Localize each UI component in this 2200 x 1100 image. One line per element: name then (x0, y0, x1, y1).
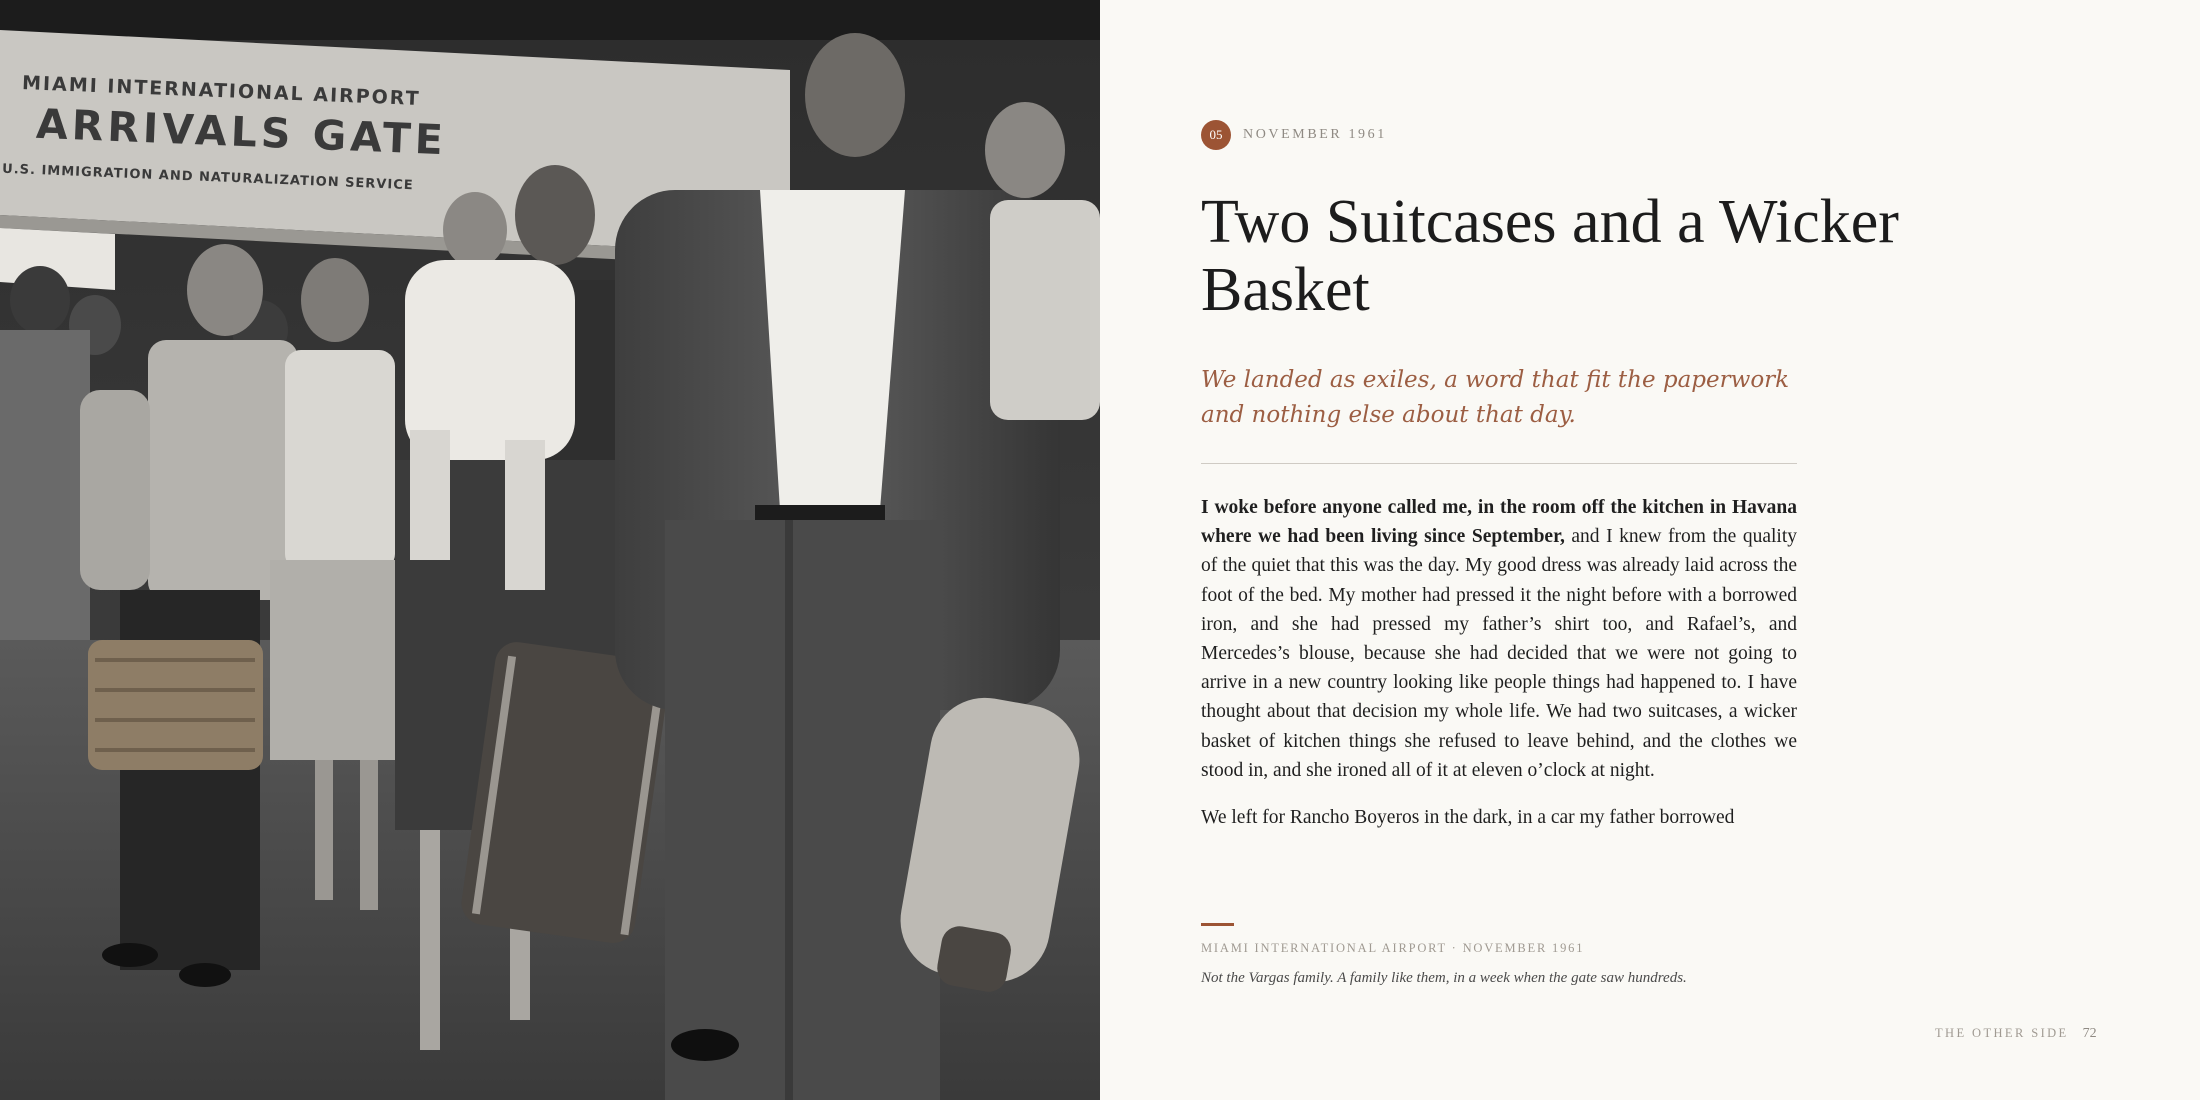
body-paragraph-2: We left for Rancho Boyeros in the dark, in a car my father borrowed (1201, 807, 1735, 829)
body-text (1201, 493, 1797, 832)
divider-rule (1201, 463, 1797, 464)
chapter-meta (1201, 120, 1387, 150)
paragraph-1-text: and I knew from the quality of the quiet that this was the day. My good dress was already laid across the foot of the bed. My mother had pressed it the night before with a borrowed iron, and she had pressed my father’s shirt too, and Rafael’s, and Mercedes’s blouse, because she had decided that we were not going to arrive in a new country looking like people things had happened to. I have thought about that decision my whole life. We had two suitcases, a wicker basket of kitchen things she refused to leave behind, and the clothes we stood in, and she ironed all of it at eleven o’clock at night. (1201, 526, 1797, 781)
chapter-lede: We landed as exiles, a word that fit the paperwork and nothing else about that day. (1201, 367, 1790, 428)
photo-caption: Not the Vargas family. A family like them, in a week when the gate saw hundreds. (1201, 970, 1687, 986)
chapter-title: Two Suitcases and a Wicker Basket (1201, 188, 1899, 324)
sign-airport-name: MIAMI INTERNATIONAL AIRPORT (21, 72, 421, 110)
running-footer-title: THE OTHER SIDE (1935, 1026, 2069, 1040)
sign-arrivals-gate: ARRIVALS GATE (35, 99, 448, 165)
chapter-number-badge: 05 (1201, 120, 1231, 150)
caption-accent-line (1201, 923, 1234, 926)
photo-caption-kicker: MIAMI INTERNATIONAL AIRPORT · NOVEMBER 1961 (1201, 941, 1585, 955)
folio (1935, 1024, 2097, 1042)
text-page (1100, 0, 2200, 1100)
chapter-date: NOVEMBER 1961 (1243, 127, 1387, 142)
body-paragraph-1 (1201, 493, 1797, 785)
page-number: 72 (2082, 1026, 2097, 1041)
paragraph-lead-in: I woke before anyone called me, in the room off the kitchen in Havana where we had been living since September, (1201, 497, 1797, 548)
sign-immigration-service: U.S. IMMIGRATION AND NATURALIZATION SERVICE (1, 161, 414, 194)
